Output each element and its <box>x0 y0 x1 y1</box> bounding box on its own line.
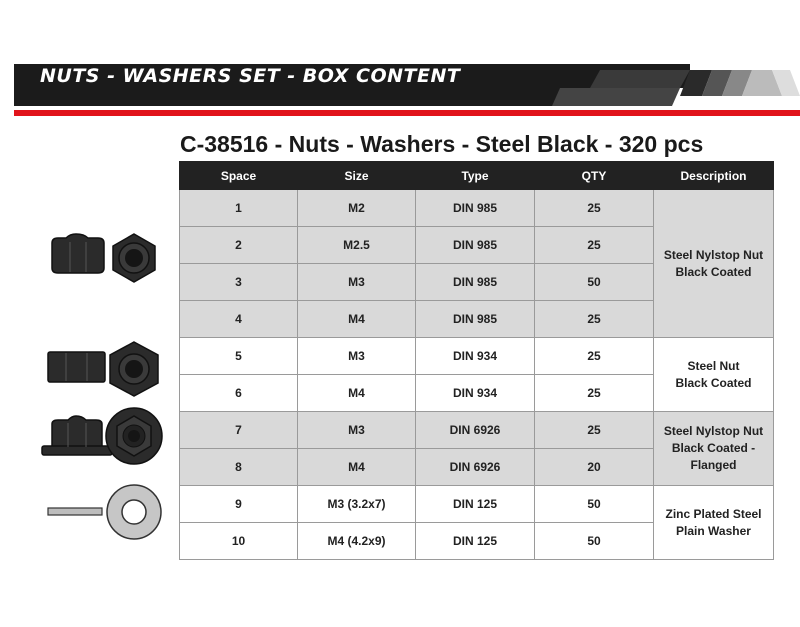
table-row <box>180 338 774 375</box>
cell-size: M4 <box>298 301 416 338</box>
cell-qty: 20 <box>535 449 654 486</box>
header-description: Description <box>654 162 774 190</box>
description-line: Black Coated - <box>671 441 756 455</box>
table-header-row <box>180 162 774 190</box>
nylstop-nut-icon <box>52 234 155 282</box>
header-type: Type <box>416 162 535 190</box>
description-line: Steel Nylstop Nut <box>663 247 764 262</box>
header-qty: QTY <box>535 162 654 190</box>
cell-size: M2.5 <box>298 227 416 264</box>
cell-size: M4 <box>298 375 416 412</box>
cell-type: DIN 985 <box>416 190 535 227</box>
cell-space: 10 <box>180 523 298 560</box>
cell-type: DIN 125 <box>416 523 535 560</box>
cell-description <box>654 412 774 486</box>
cell-type: DIN 125 <box>416 486 535 523</box>
part-icons <box>0 0 180 627</box>
cell-qty: 25 <box>535 375 654 412</box>
cell-size: M4 <box>298 449 416 486</box>
box-content-table <box>179 161 774 560</box>
cell-space: 4 <box>180 301 298 338</box>
cell-size: M3 <box>298 412 416 449</box>
cell-space: 5 <box>180 338 298 375</box>
cell-space: 9 <box>180 486 298 523</box>
cell-qty: 25 <box>535 190 654 227</box>
flanged-nut-icon <box>42 408 162 464</box>
cell-qty: 25 <box>535 338 654 375</box>
cell-description <box>654 338 774 412</box>
banner-title: NUTS - WASHERS SET - BOX CONTENT <box>40 65 461 87</box>
cell-description <box>654 486 774 560</box>
cell-qty: 25 <box>535 227 654 264</box>
cell-type: DIN 985 <box>416 227 535 264</box>
cell-space: 1 <box>180 190 298 227</box>
cell-size: M4 (4.2x9) <box>298 523 416 560</box>
table-row <box>180 190 774 227</box>
table-row <box>180 486 774 523</box>
cell-space: 8 <box>180 449 298 486</box>
description-line: Flanged <box>690 458 737 472</box>
description-line: Plain Washer <box>676 523 751 538</box>
cell-type: DIN 6926 <box>416 449 535 486</box>
washer-icon <box>48 485 161 539</box>
cell-size: M2 <box>298 190 416 227</box>
description-line: Zinc Plated Steel <box>665 506 762 521</box>
description-line: Steel Nylstop Nut <box>663 424 764 438</box>
cell-description <box>654 190 774 338</box>
header-size: Size <box>298 162 416 190</box>
cell-size: M3 <box>298 338 416 375</box>
cell-space: 6 <box>180 375 298 412</box>
cell-qty: 25 <box>535 412 654 449</box>
cell-type: DIN 985 <box>416 264 535 301</box>
cell-qty: 50 <box>535 523 654 560</box>
description-line: Black Coated <box>675 264 752 279</box>
cell-type: DIN 934 <box>416 375 535 412</box>
cell-space: 3 <box>180 264 298 301</box>
cell-qty: 50 <box>535 486 654 523</box>
hex-nut-icon <box>48 342 158 396</box>
table-row <box>180 412 774 449</box>
header-space: Space <box>180 162 298 190</box>
cell-size: M3 <box>298 264 416 301</box>
page-title: C-38516 - Nuts - Washers - Steel Black - 320 pcs <box>180 131 704 157</box>
cell-qty: 50 <box>535 264 654 301</box>
cell-space: 2 <box>180 227 298 264</box>
description-line: Steel Nut <box>687 358 740 373</box>
cell-size: M3 (3.2x7) <box>298 486 416 523</box>
cell-qty: 25 <box>535 301 654 338</box>
cell-type: DIN 985 <box>416 301 535 338</box>
cell-space: 7 <box>180 412 298 449</box>
description-line: Black Coated <box>675 375 752 390</box>
cell-type: DIN 6926 <box>416 412 535 449</box>
cell-type: DIN 934 <box>416 338 535 375</box>
